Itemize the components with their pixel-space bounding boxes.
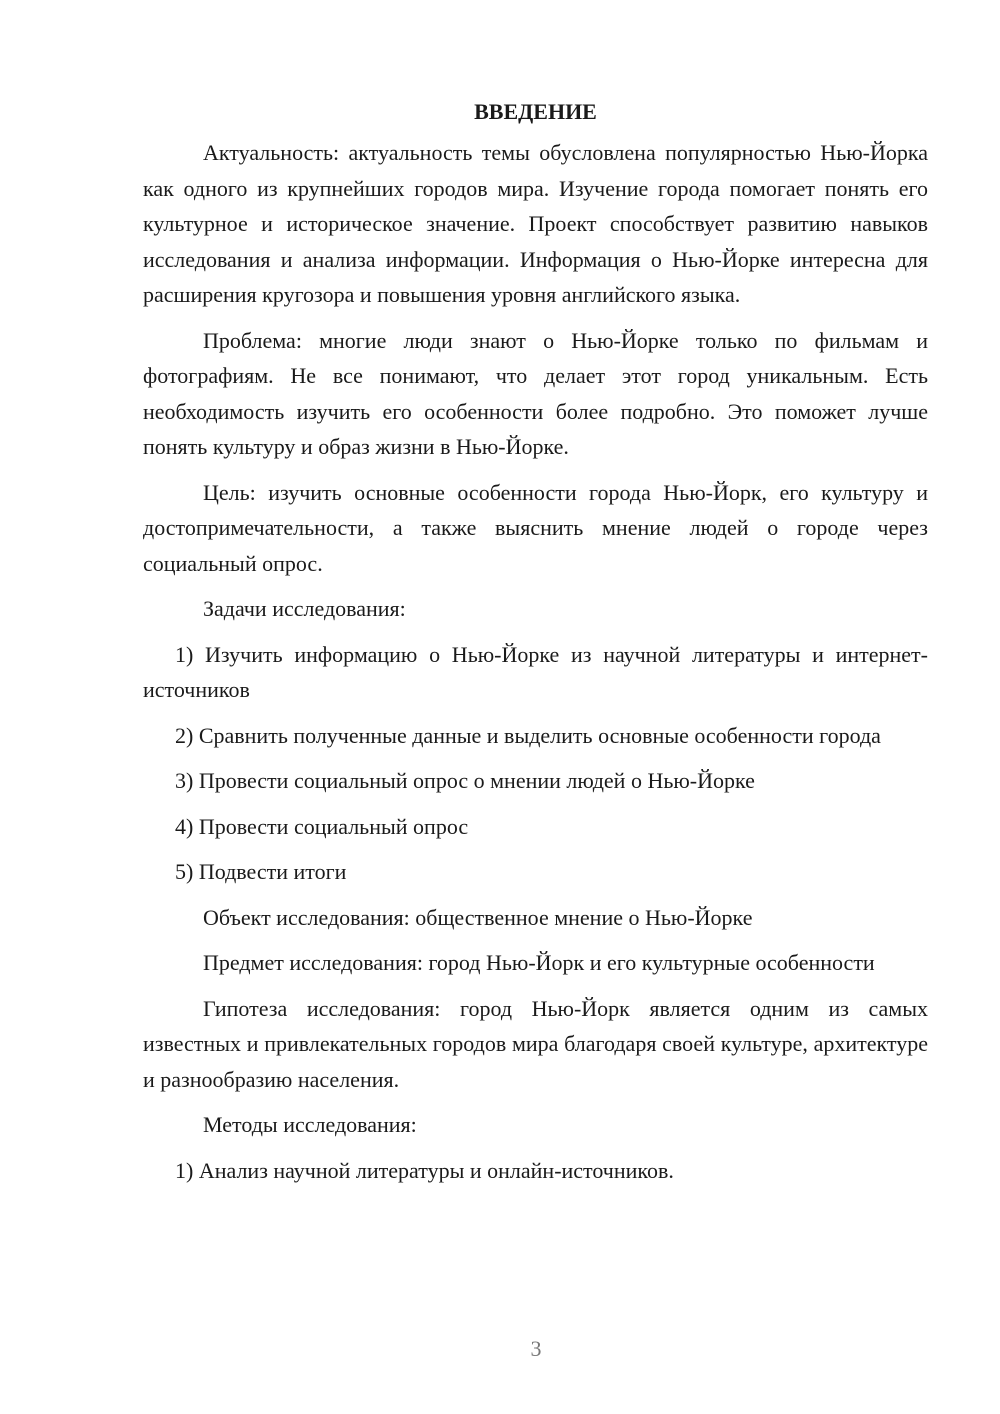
paragraph-goal: Цель: изучить основные особенности города Нью-Йорк, его культуру и достопримечательности, а также выяснить мнение людей о городе через социальный опрос.: [143, 479, 928, 576]
paragraph-subject: Предмет исследования: город Нью-Йорк и его культурные особенности: [203, 950, 875, 975]
section-title: ВВЕДЕНИЕ: [474, 99, 597, 124]
task-item-1: 1) Изучить информацию о Нью-Йорке из научной литературы и интернет-источников: [143, 641, 928, 702]
paragraph-object: Объект исследования: общественное мнение о Нью-Йорке: [203, 904, 753, 930]
paragraph-problem: Проблема: многие люди знают о Нью-Йорке только по фильмам и фотографиям. Не все понимают, что делает этот город уникальным. Есть необходимость изучить его особенности более подробно. Это поможет лучше понять культуру и образ жизни в Нью-Йорке.: [143, 327, 928, 459]
paragraph-hypothesis: Гипотеза исследования: город Нью-Йорк является одним из самых известных и привлекательных городов мира благодаря своей культуре, архитектуре и разнообразию населения.: [143, 995, 928, 1092]
task-item-4: 4) Провести социальный опрос: [175, 813, 469, 839]
method-item-1: 1) Анализ научной литературы и онлайн-источников.: [175, 1157, 674, 1183]
paragraph-relevance: Актуальность: актуальность темы обусловлена популярностью Нью-Йорка как одного из крупнейших городов мира. Изучение города помогает понять его культурное и историческое значение. Проект способствует развитию навыков исследования и анализа информации. Информация о Нью-Йорке интересна для расширения кругозора и повышения уровня английского языка.: [143, 140, 928, 307]
methods-heading: Методы исследования:: [203, 1112, 417, 1137]
tasks-heading: Задачи исследования:: [203, 596, 406, 621]
page-content: [143, 94, 928, 1188]
task-item-3: 3) Провести социальный опрос о мнении людей о Нью-Йорке: [175, 768, 755, 793]
task-item-2: 2) Сравнить полученные данные и выделить основные особенности города: [175, 722, 881, 748]
task-item-5: 5) Подвести итоги: [175, 859, 347, 884]
page-number: 3: [530, 1336, 542, 1361]
